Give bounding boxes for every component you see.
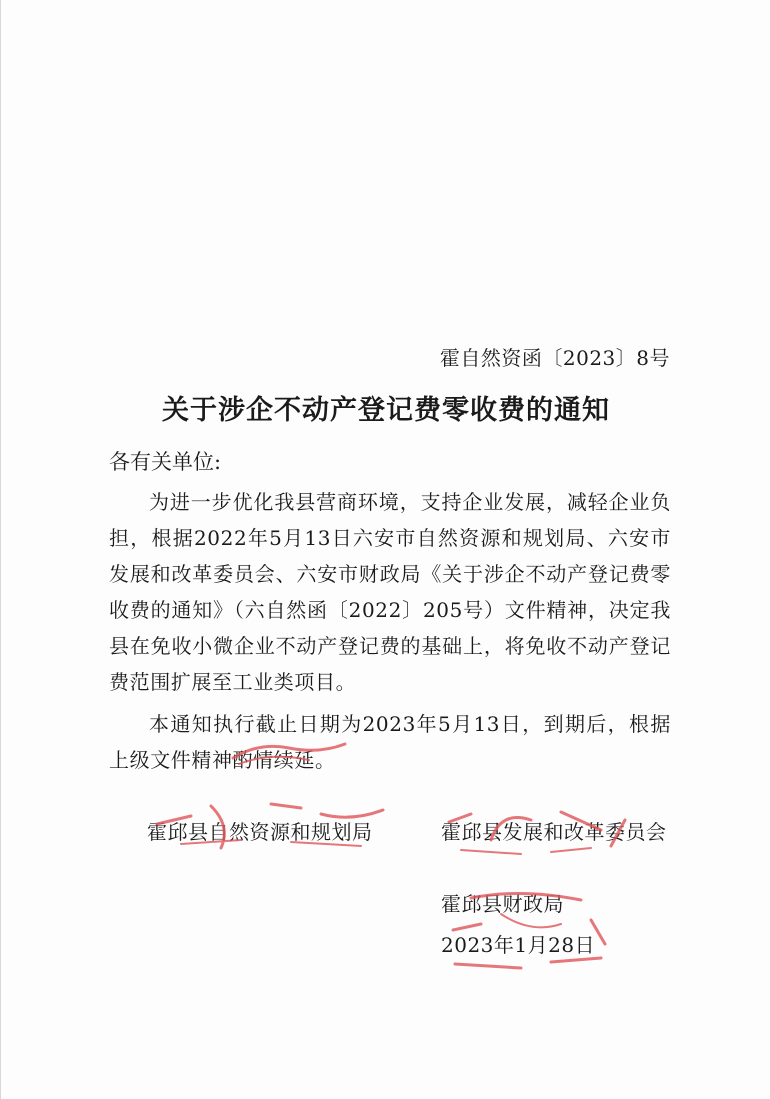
body-paragraph-1: 为进一步优化我县营商环境，支持企业发展，减轻企业负担，根据2022年5月13日六安市自然资源和规划局、六安市发展和改革委员会、六安市财政局《关于涉企不动产登记费零收费的通知》（六自然函〔2022〕205号）文件精神，决定我县在免收小微企业不动产登记费的基础上，将免收不动产登记费范围扩展至工业类项目。 — [109, 490, 671, 694]
signatory-development-reform-commission: 霍邱县发展和改革委员会 — [441, 820, 667, 844]
body-paragraph-2: 本通知执行截止日期为2023年5月13日，到期后，根据上级文件精神酌情续延。 — [109, 712, 671, 772]
signing-date: 2023年1月28日 — [441, 933, 596, 957]
salutation: 各有关单位: — [109, 450, 222, 474]
signatory-natural-resources-bureau: 霍邱县自然资源和规划局 — [147, 820, 373, 844]
document-title: 关于涉企不动产登记费零收费的通知 — [162, 395, 610, 426]
doc-number: 霍自然资函〔2023〕8号 — [439, 346, 670, 370]
signatory-finance-bureau: 霍邱县财政局 — [441, 892, 564, 916]
